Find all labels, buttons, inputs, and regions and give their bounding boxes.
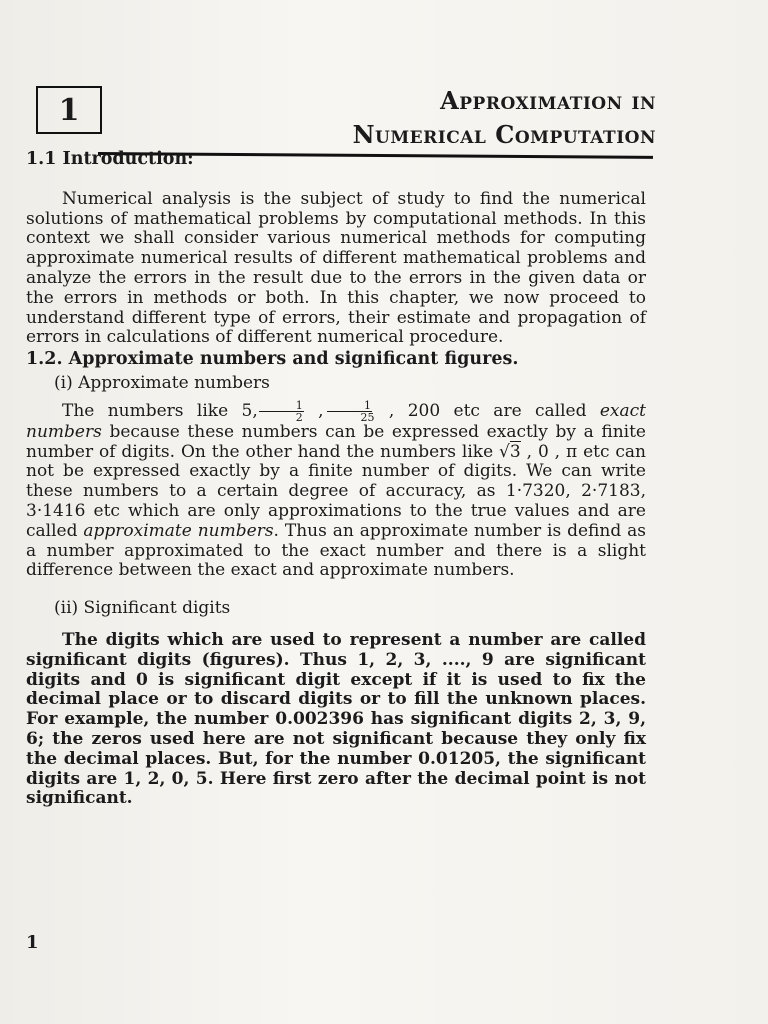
para-text-start: The numbers like 5, — [62, 400, 258, 421]
para-text-end: . Thus an approximate number is defind as a number approximated to the exact number and there is a slight difference between the exact and approximate numbers. — [26, 520, 646, 581]
chapter-title-line-1: Approximation in — [440, 86, 656, 115]
para-text-rest: because these numbers can be expressed exactly by a finite number of digits. On the other hand the numbers like — [26, 421, 646, 462]
subheading-approximate-numbers: (i) Approximate numbers — [54, 372, 270, 393]
chapter-title-line-2: Numerical Computation — [352, 120, 656, 149]
approximate-numbers-paragraph — [26, 400, 646, 581]
significant-digits-paragraph: The digits which are used to represent a number are called significant digits (figures). Thus 1, 2, 3, ...., 9 are significant digits and 0 is significant digit except if it is used to fix the decimal place or to discard digits or to fill the unknown places. For example, the number 0.002396 has significant digits 2, 3, 9, 6; the zeros used here are not significant because they only fix the decimal places. But, for the number 0.01205, the significant digits are 1, 2, 0, 5. Here first zero after the decimal point is not significant. — [26, 629, 646, 809]
exact-numbers-term: exact numbers — [26, 400, 646, 442]
approximate-numbers-term: approximate numbers — [83, 520, 274, 541]
sqrt-argument: 3 — [509, 441, 521, 462]
intro-paragraph: Numerical analysis is the subject of study to find the numerical solutions of mathematical problems by computational methods. In this context we shall consider various numerical methods for computing approximate numerical results of different mathematical problems and analyze the errors in the result due to the errors in the given data or the errors in methods or both. In this chapter, we now proceed to understand different type of errors, their estimate and propagation of errors in calculations of different numerical procedure. — [26, 188, 646, 348]
para-text-rest2: , 0 , π etc can not be expressed exactly by a finite number of digits. We can write these numbers to a certain degree of accuracy, as 1·7320, 2·7183, 3·1416 etc which are only approximations to the true values and are called — [26, 441, 646, 541]
subheading-significant-digits: (ii) Significant digits — [54, 598, 231, 619]
section-heading-approximate: 1.2. Approximate numbers and significant figures. — [26, 349, 519, 370]
fraction-one-half: $\frac{1}{2}$ — [259, 400, 304, 423]
fraction-separator: , — [304, 400, 324, 421]
chapter-number: 1 — [58, 92, 80, 128]
chapter-title — [353, 84, 656, 152]
section-heading-intro: 1.1 Introduction: — [26, 149, 194, 169]
page-content — [26, 148, 646, 809]
sqrt-symbol: √ — [499, 441, 510, 462]
para-text-mid: , 200 etc are called — [375, 400, 600, 421]
page-number: 1 — [26, 932, 39, 953]
fraction-one-25th: $\frac{1}{25}$ — [325, 400, 375, 423]
chapter-number-box — [36, 86, 102, 134]
